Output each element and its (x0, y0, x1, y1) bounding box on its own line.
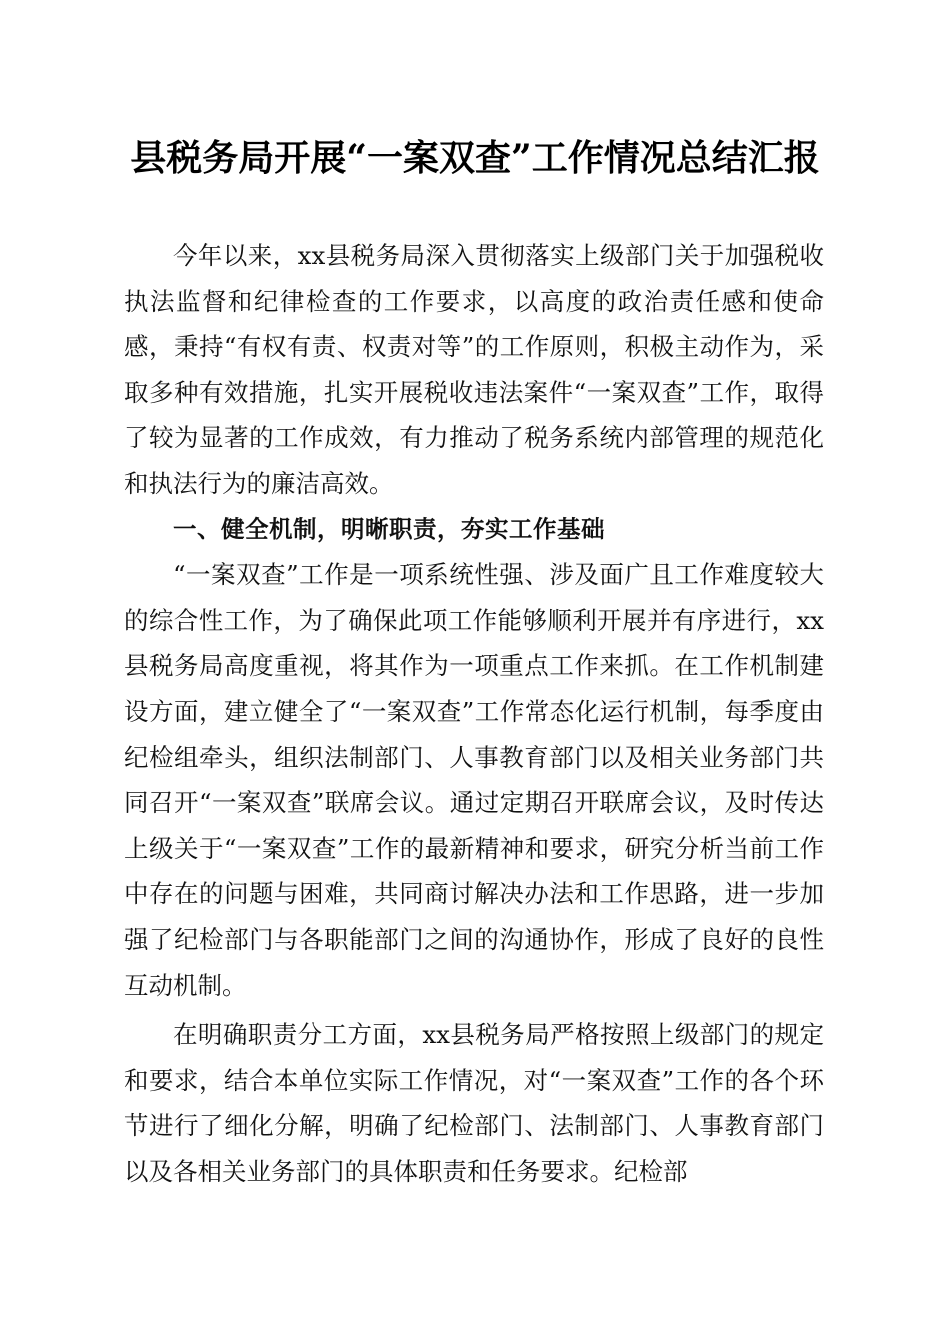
document-title: 县税务局开展“一案双查”工作情况总结汇报 (130, 137, 820, 179)
paragraph-mechanism: “一案双查”工作是一项系统性强、涉及面广且工作难度较大的综合性工作，为了确保此项工作能够顺利开展并有序进行，xx县税务局高度重视，将其作为一项重点工作来抓。在工作机制建设方面，建立健全了“一案双查”工作常态化运行机制，每季度由纪检组牵头，组织法制部门、人事教育部门以及相关业务部门共同召开“一案双查”联席会议。通过定期召开联席会议，及时传达上级关于“一案双查”工作的最新精神和要求，研究分析当前工作中存在的问题与困难，共同商讨解决办法和工作思路，进一步加强了纪检部门与各职能部门之间的沟通协作，形成了良好的良性互动机制。 (124, 560, 824, 1000)
document-body (124, 233, 824, 1194)
paragraph-responsibilities: 在明确职责分工方面，xx县税务局严格按照上级部门的规定和要求，结合本单位实际工作情况，对“一案双查”工作的各个环节进行了细化分解，明确了纪检部门、法制部门、人事教育部门以及各相关业务部门的具体职责和任务要求。纪检部 (124, 1020, 824, 1186)
paragraph-intro: 今年以来，xx县税务局深入贯彻落实上级部门关于加强税收执法监督和纪律检查的工作要求，以高度的政治责任感和使命感，秉持“有权有责、权责对等”的工作原则，积极主动作为，采取多种有效措施，扎实开展税收违法案件“一案双查”工作，取得了较为显著的工作成效，有力推动了税务系统内部管理的规范化和执法行为的廉洁高效。 (124, 241, 824, 498)
section-heading-1: 一、健全机制，明晰职责，夯实工作基础 (173, 514, 605, 543)
